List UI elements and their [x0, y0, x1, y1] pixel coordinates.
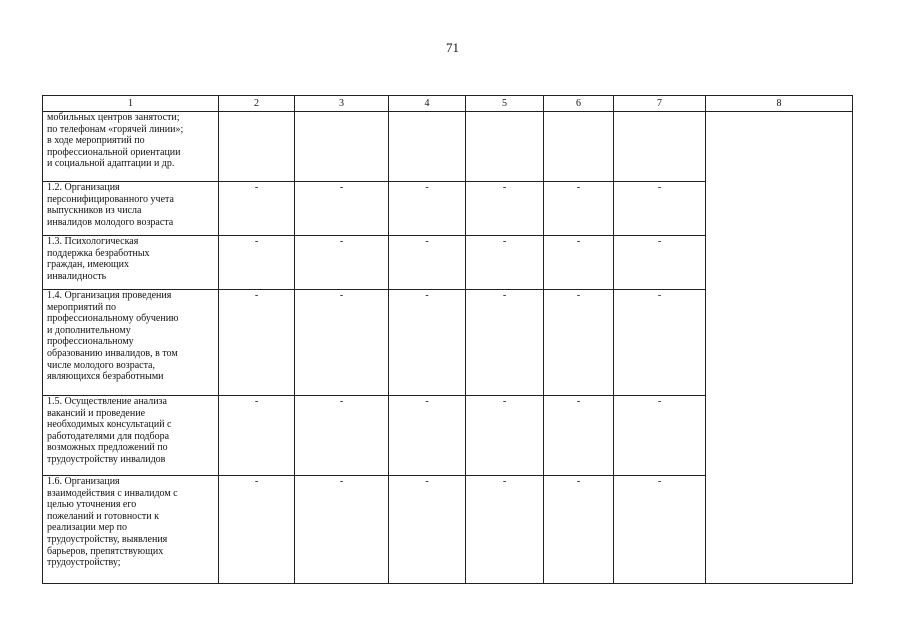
cell-col-6: - [544, 476, 614, 584]
row-description: 1.3. Психологическая поддержка безработных граждан, имеющих инвалидность [43, 236, 219, 290]
cell-col-7 [614, 112, 706, 182]
row-description: 1.5. Осуществление анализа вакансий и проведение необходимых консультаций с работодателями для подбора возможных предложений по трудоустройству инвалидов [43, 396, 219, 476]
cell-col-5 [466, 112, 544, 182]
cell-col-5: - [466, 236, 544, 290]
cell-col-5: - [466, 290, 544, 396]
cell-col-6: - [544, 182, 614, 236]
row-description: 1.2. Организация персонифицированного учета выпускников из числа инвалидов молодого возраста [43, 182, 219, 236]
measures-table [42, 95, 853, 584]
col-header-4: 4 [389, 96, 466, 112]
cell-col-2: - [219, 290, 295, 396]
cell-col-2 [219, 112, 295, 182]
cell-col-7: - [614, 476, 706, 584]
cell-col-2: - [219, 396, 295, 476]
col-header-2: 2 [219, 96, 295, 112]
row-description: 1.6. Организация взаимодействия с инвалидом с целью уточнения его пожеланий и готовности к реализации мер по трудоустройству, выявления барьеров, препятствующих трудоустройству; [43, 476, 219, 584]
page-number: 71 [446, 40, 459, 55]
cell-col-5: - [466, 476, 544, 584]
cell-col-6: - [544, 396, 614, 476]
cell-col-3 [295, 112, 389, 182]
cell-col-4: - [389, 182, 466, 236]
cell-col-5: - [466, 396, 544, 476]
cell-col-3: - [295, 290, 389, 396]
col-header-3: 3 [295, 96, 389, 112]
cell-col-2: - [219, 236, 295, 290]
cell-col-4 [389, 112, 466, 182]
table-row [43, 112, 853, 182]
cell-col-7: - [614, 236, 706, 290]
cell-col-3: - [295, 182, 389, 236]
cell-col-2: - [219, 476, 295, 584]
cell-col-2: - [219, 182, 295, 236]
col-header-5: 5 [466, 96, 544, 112]
cell-col-5: - [466, 182, 544, 236]
cell-col-4: - [389, 290, 466, 396]
col-header-1: 1 [43, 96, 219, 112]
cell-col-7: - [614, 396, 706, 476]
cell-col-6: - [544, 290, 614, 396]
row-description: 1.4. Организация проведения мероприятий по профессиональному обучению и дополнительному профессиональному образованию инвалидов, в том числе молодого возраста, являющихся безработными [43, 290, 219, 396]
cell-col-6 [544, 112, 614, 182]
cell-col-7: - [614, 182, 706, 236]
cell-col-4: - [389, 396, 466, 476]
col-header-8: 8 [706, 96, 853, 112]
cell-col-7: - [614, 290, 706, 396]
cell-col-4: - [389, 236, 466, 290]
cell-col-3: - [295, 236, 389, 290]
col-header-7: 7 [614, 96, 706, 112]
cell-col-8 [706, 112, 853, 584]
col-header-6: 6 [544, 96, 614, 112]
cell-col-3: - [295, 396, 389, 476]
cell-col-4: - [389, 476, 466, 584]
cell-col-3: - [295, 476, 389, 584]
header-row [43, 96, 853, 112]
row-description: мобильных центров занятости; по телефонам «горячей линии»; в ходе мероприятий по профессиональной ориентации и социальной адаптации и др. [43, 112, 219, 182]
cell-col-6: - [544, 236, 614, 290]
